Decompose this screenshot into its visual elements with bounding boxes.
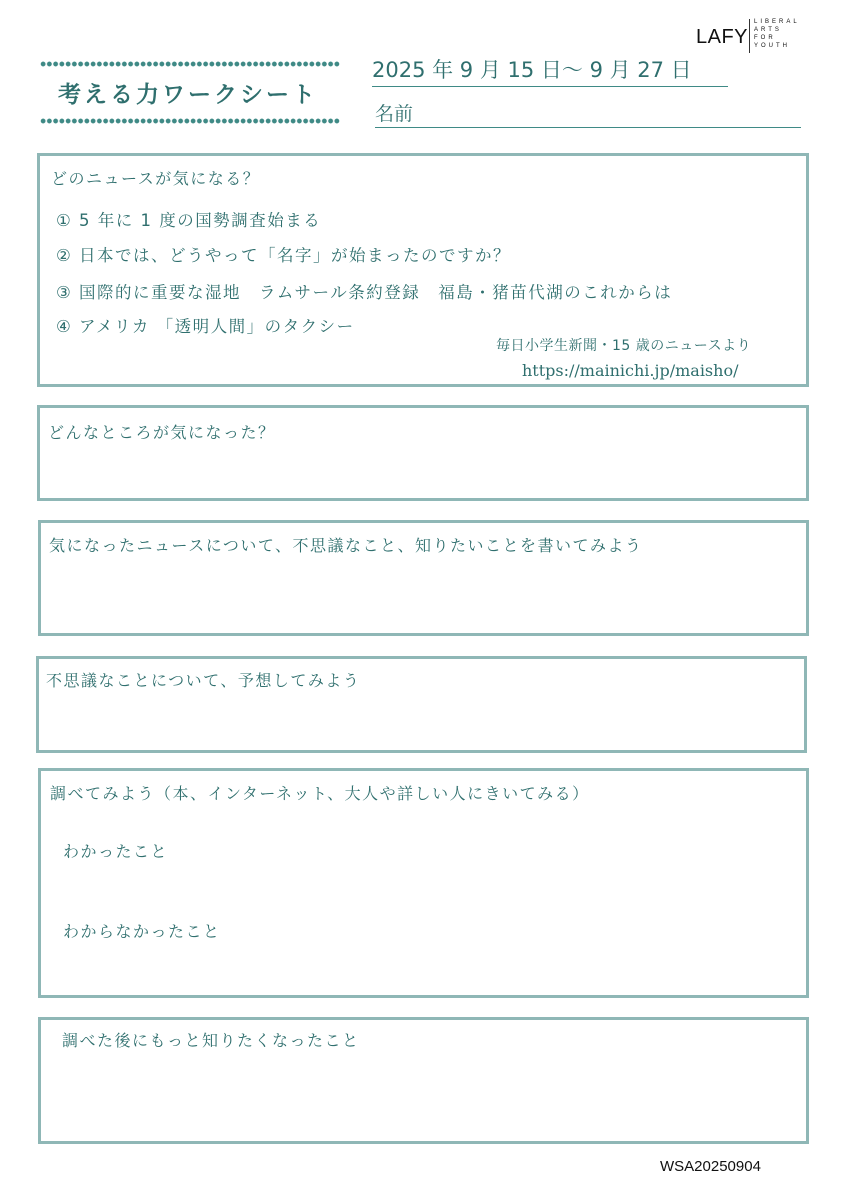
news-item-1[interactable]: ① 5 年に 1 度の国勢調査始まる (56, 211, 322, 230)
not-understood-label: わからなかったこと (63, 922, 221, 941)
logo-sub: LIBERAL ARTS FOR YOUTH (754, 19, 800, 49)
predict-prompt: 不思議なことについて、予想してみよう (46, 671, 361, 690)
name-field[interactable] (375, 99, 801, 128)
logo-divider (749, 19, 750, 53)
news-url[interactable]: https://mainichi.jp/maisho/ (522, 361, 739, 380)
dotted-rule-top (40, 61, 340, 67)
news-item-3[interactable]: ③ 国際的に重要な湿地 ラムサール条約登録 福島・猪苗代湖のこれからは (56, 283, 673, 302)
news-prompt: どのニュースが気になる？ (51, 169, 261, 188)
more-prompt: 調べた後にもっと知りたくなったこと (62, 1031, 360, 1050)
research-prompt: 調べてみよう（本、インターネット、大人や詳しい人にきいてみる） (50, 784, 590, 803)
news-source: 毎日小学生新聞・15 歳のニュースより (496, 338, 752, 354)
news-item-2[interactable]: ② 日本では、どうやって「名字」が始まったのですか？ (56, 246, 512, 265)
interest-prompt: どんなところが気になった？ (48, 423, 276, 442)
understood-label: わかったこと (63, 842, 169, 861)
date-range: 2025 年 9 月 15 日～ 9 月 27 日 (372, 54, 728, 87)
document-code: WSA20250904 (660, 1158, 761, 1175)
wonder-prompt: 気になったニュースについて、不思議なこと、知りたいことを書いてみよう (49, 536, 643, 555)
name-label: 名前 (375, 103, 414, 125)
worksheet-title: 考える力ワークシート (58, 82, 318, 108)
logo-main: LAFY (696, 26, 749, 48)
news-item-4[interactable]: ④ アメリカ 「透明人間」のタクシー (56, 317, 355, 336)
dotted-rule-bottom (40, 118, 340, 124)
